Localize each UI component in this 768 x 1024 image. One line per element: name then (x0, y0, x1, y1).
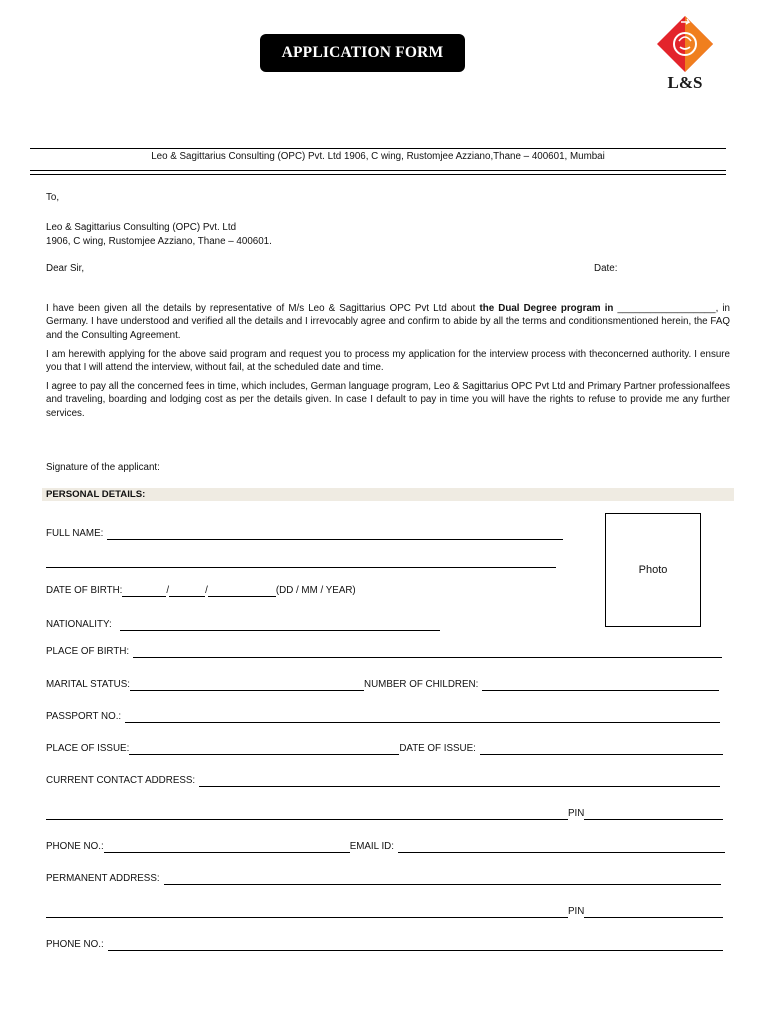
phone-field[interactable] (104, 842, 350, 853)
current-address-field-line-2[interactable] (46, 809, 568, 820)
date-label: Date: (594, 263, 618, 274)
dob-month-field[interactable] (169, 586, 205, 597)
full-name-field[interactable] (107, 529, 563, 540)
permanent-address-field-line-2[interactable] (46, 907, 568, 918)
date-of-issue-field[interactable] (480, 744, 723, 755)
personal-details-bar (42, 488, 734, 501)
date-of-issue-label: DATE OF ISSUE: (399, 743, 476, 754)
dob-format-hint: (DD / MM / YEAR) (275, 585, 356, 596)
place-of-birth-field[interactable] (133, 647, 722, 658)
date-of-birth-row (46, 585, 356, 597)
permanent-address-label: PERMANENT ADDRESS: (46, 873, 160, 884)
current-pin-label: PIN (568, 808, 585, 819)
current-address-label: CURRENT CONTACT ADDRESS: (46, 775, 196, 786)
personal-details-heading: PERSONAL DETAILS: (46, 489, 146, 500)
logo-text: L&S (667, 73, 703, 92)
paragraph-application-request: I am herewith applying for the above said program and request you to process my application for the interview process with theconcerned authority. I ensure you that I will attend the interview, without fail, at the scheduled date and time. (46, 349, 730, 374)
place-of-issue-label: PLACE OF ISSUE: (46, 743, 130, 754)
permanent-pin-field[interactable] (584, 907, 723, 918)
permanent-address-field[interactable] (164, 874, 721, 885)
current-address-row (46, 775, 720, 787)
permanent-phone-label: PHONE NO.: (46, 939, 104, 950)
form-title (260, 34, 465, 72)
top-rule (30, 148, 726, 149)
email-field[interactable] (398, 842, 725, 853)
paragraph-program-details (46, 302, 730, 342)
recipient-address-line-1: Leo & Sagittarius Consulting (OPC) Pvt. Ltd (46, 222, 237, 233)
nationality-row (46, 619, 440, 631)
program-name-label: the Dual Degree program in (479, 303, 614, 314)
full-name-continuation-row (46, 557, 556, 568)
current-address-line-2-row (46, 808, 723, 820)
letter-to: To, (46, 192, 60, 203)
permanent-pin-label: PIN (568, 906, 585, 917)
phone-label: PHONE NO.: (46, 841, 104, 852)
full-name-label: FULL NAME: (46, 528, 104, 539)
passport-label: PASSPORT NO.: (46, 711, 122, 722)
recipient-address-line-2: 1906, C wing, Rustomjee Azziano, Thane – 400601. (46, 236, 272, 247)
dob-year-field[interactable] (208, 586, 276, 597)
permanent-address-row (46, 873, 721, 885)
salutation: Dear Sir, (46, 263, 85, 274)
permanent-phone-row (46, 939, 723, 951)
permanent-address-line-2-row (46, 906, 723, 918)
marital-status-row (46, 679, 719, 691)
paragraph-1-end: __________________, in Germany. I have understood and verified all the details and I irrevocably agree and confirm to abide by all the terms and conditionsmentioned herein, the FAQ and the Consulting Agreement. (46, 303, 730, 341)
dob-separator-2: / (205, 585, 208, 596)
place-of-birth-label: PLACE OF BIRTH: (46, 646, 130, 657)
permanent-phone-field[interactable] (108, 940, 723, 951)
signature-label: Signature of the applicant: (46, 462, 160, 473)
company-address-line: Leo & Sagittarius Consulting (OPC) Pvt. Ltd 1906, C wing, Rustomjee Azziano,Thane – 400601, Mumbai (151, 151, 605, 162)
dob-day-field[interactable] (122, 586, 166, 597)
date-of-birth-label: DATE OF BIRTH: (46, 585, 123, 596)
nationality-field[interactable] (120, 620, 440, 631)
children-label: NUMBER OF CHILDREN: (364, 679, 479, 690)
email-label: EMAIL ID: (349, 841, 394, 852)
place-of-issue-field[interactable] (129, 744, 399, 755)
marital-status-field[interactable] (130, 680, 364, 691)
phone-email-row (46, 841, 725, 853)
photo-box[interactable] (605, 513, 701, 627)
place-of-issue-row (46, 743, 723, 755)
passport-row (46, 711, 720, 723)
full-name-field-line-2[interactable] (46, 557, 556, 568)
logo-diamond-right (685, 16, 713, 72)
nationality-label: NATIONALITY: (46, 619, 112, 630)
passport-field[interactable] (125, 712, 720, 723)
place-of-birth-row (46, 646, 722, 658)
full-name-row (46, 528, 563, 540)
company-logo (650, 14, 720, 92)
marital-status-label: MARITAL STATUS: (46, 679, 131, 690)
double-rule-lower (30, 174, 726, 175)
double-rule-upper (30, 170, 726, 171)
current-address-field[interactable] (199, 776, 720, 787)
form-title-text: APPLICATION FORM (281, 44, 444, 61)
paragraph-1-start: I have been given all the details by representative of M/s Leo & Sagittarius OPC Pvt Ltd about (46, 303, 480, 314)
current-pin-field[interactable] (584, 809, 723, 820)
paragraph-fees-agreement: I agree to pay all the concerned fees in time, which includes, German language program, Leo & Sagittarius OPC Pvt Ltd and Primary Partner professionalfees and traveling, boarding and lodging cost as per the details given. In case I default to pay in time you will have the rights to refuse to provide me any further services. (46, 381, 730, 419)
photo-label: Photo (638, 564, 668, 576)
children-field[interactable] (482, 680, 719, 691)
dob-separator-1: / (166, 585, 170, 596)
